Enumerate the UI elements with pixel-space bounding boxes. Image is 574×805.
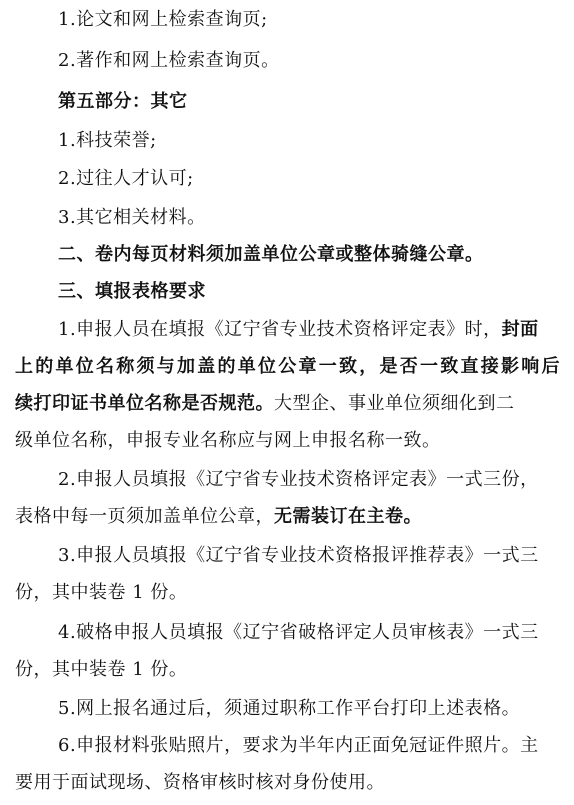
requirement-1-line-2: 上的单位名称须与加盖的单位公章一致，是否一致直接影响后 <box>15 356 560 377</box>
section-two-heading: 二、卷内每页材料须加盖单位公章或整体骑缝公章。 <box>58 244 484 265</box>
requirement-3-line-1: 3.申报人员填报《辽宁省专业技术资格报评推荐表》一式三 <box>58 545 539 566</box>
requirement-5-line-1: 5.网上报名通过后，须通过职称工作平台打印上述表格。 <box>58 698 521 719</box>
requirement-6-line-1: 6.申报材料张贴照片，要求为半年内正面免冠证件照片。主 <box>58 735 539 756</box>
requirement-4-line-1: 4.破格申报人员填报《辽宁省破格评定人员审核表》一式三 <box>58 622 539 643</box>
requirement-1-text-a: 1.申报人员在填报《辽宁省专业技术资格评定表》时， <box>58 319 502 340</box>
requirement-2-text-b: 表格中每一页须加盖单位公章， <box>15 506 274 527</box>
item-past-talent: 2.过往人才认可; <box>58 168 194 189</box>
item-paper-query: 1.论文和网上检索查询页; <box>58 9 268 30</box>
section-five-heading: 第五部分：其它 <box>58 91 188 112</box>
requirement-1-line-3 <box>15 392 560 416</box>
requirement-4-line-2: 份，其中装卷 1 份。 <box>15 659 188 680</box>
requirement-1-line-1 <box>58 318 558 342</box>
requirement-2-line-2 <box>15 505 560 529</box>
requirement-1-bold-b: 续打印证书单位名称是否规范。 <box>15 393 274 414</box>
item-book-query: 2.著作和网上检索查询页。 <box>58 50 280 71</box>
requirement-2-line-1: 2.申报人员填报《辽宁省专业技术资格评定表》一式三份， <box>58 469 539 490</box>
requirement-3-line-2: 份，其中装卷 1 份。 <box>15 582 188 603</box>
item-other-materials: 3.其它相关材料。 <box>58 207 206 228</box>
requirement-1-line-4: 级单位名称，申报专业名称应与网上申报名称一致。 <box>15 430 441 451</box>
requirement-6-line-2: 要用于面试现场、资格审核时核对身份使用。 <box>15 772 385 793</box>
section-three-heading: 三、填报表格要求 <box>58 281 206 302</box>
requirement-2-bold-b: 无需装订在主卷。 <box>274 506 422 527</box>
requirement-1-bold-a: 封面 <box>501 319 539 340</box>
item-tech-honor: 1.科技荣誉; <box>58 130 157 151</box>
requirement-1-text-c: 大型企、事业单位须细化到二 <box>274 393 515 414</box>
